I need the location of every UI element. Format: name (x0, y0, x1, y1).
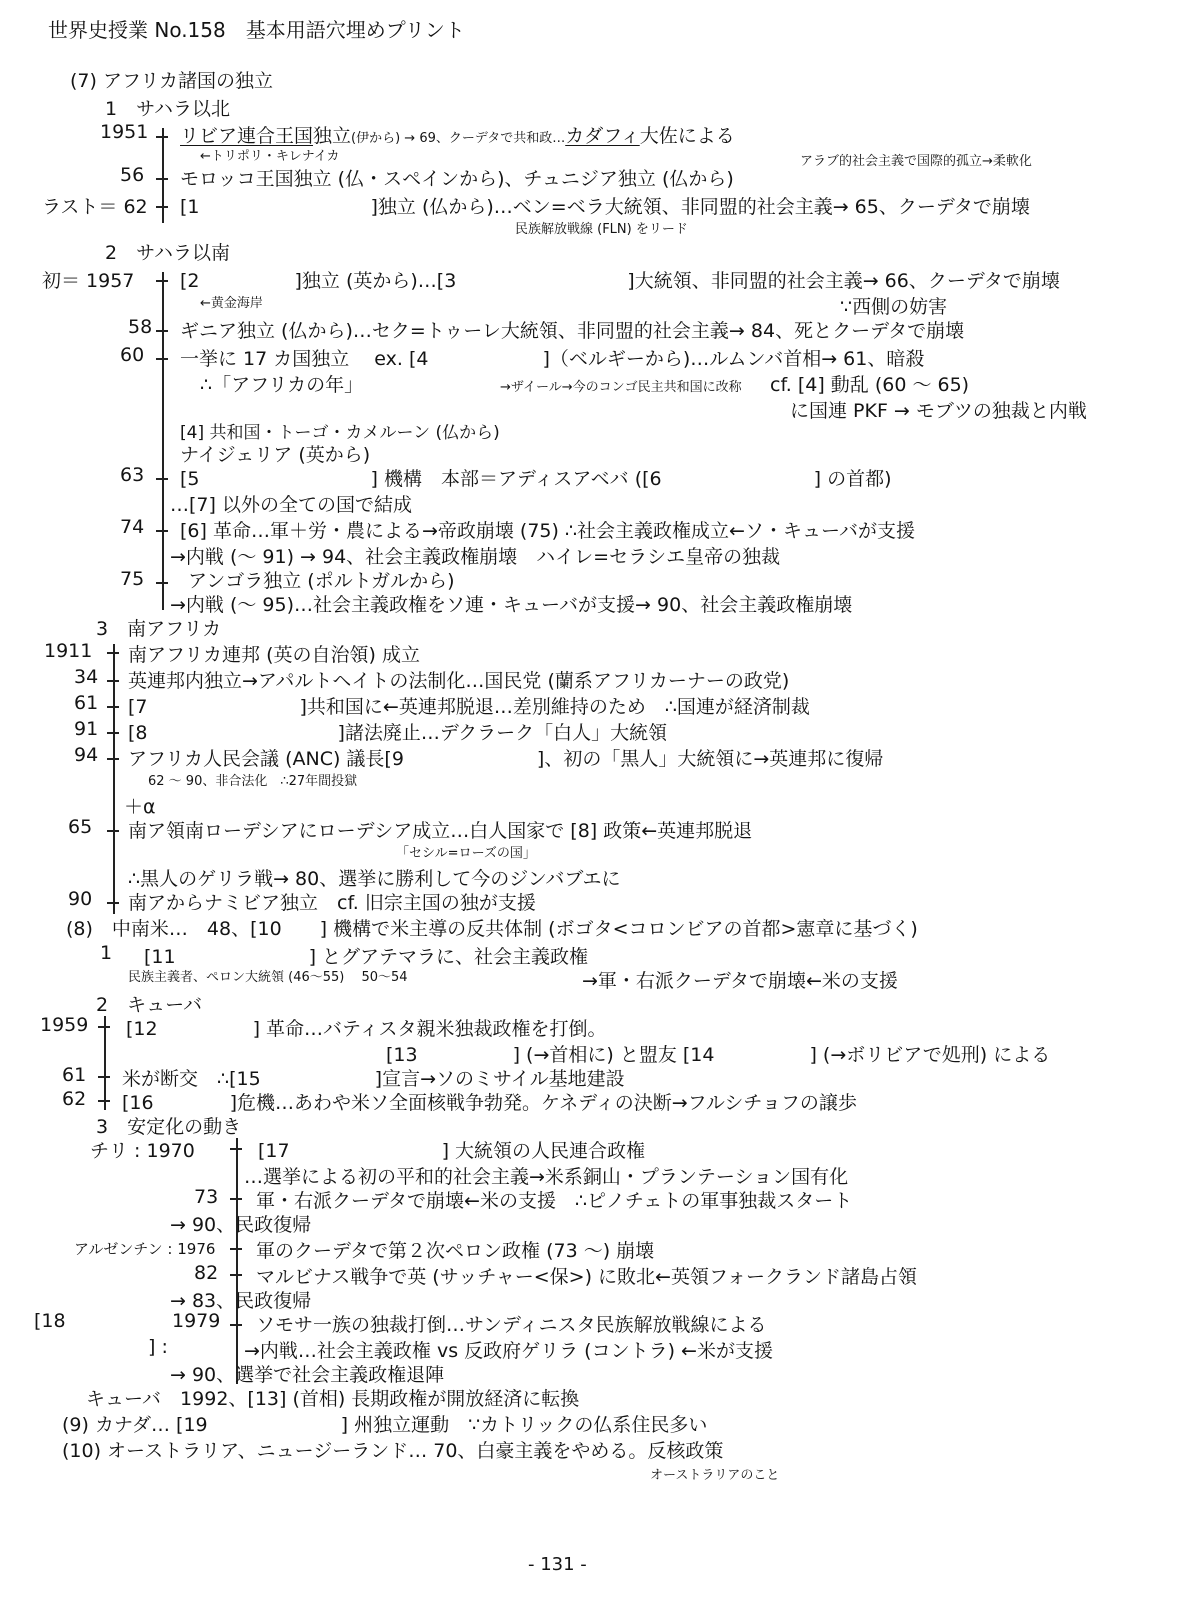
entry-line: マルビナス戦争で英 (サッチャー<保>) に敗北←英領フォークランド諸島占領 (256, 1266, 918, 1288)
handwritten-note: アラブ的社会主義で国際的孤立→柔軟化 (800, 154, 1032, 169)
year-label: 74 (120, 516, 145, 538)
entry-line: に国連 PKF → モブツの独裁と内戦 (790, 400, 1087, 422)
entry-line: 軍・右派クーデタで崩壊←米の支援 ∴ピノチェトの軍事独裁スタート (256, 1190, 853, 1212)
item-number: 1 (100, 942, 113, 964)
handwritten-note: 民族解放戦線 (FLN) をリード (515, 222, 688, 237)
subsection-heading: 2 サハラ以南 (105, 242, 230, 264)
entry-line: cf. [4] 動乱 (60 ～ 65) (770, 374, 970, 396)
year-label: 1951 (100, 121, 149, 143)
page-number: - 131 - (528, 1554, 587, 1575)
section-9-heading: (9) カナダ… [19 ] 州独立運動 ∵カトリックの仏系住民多い (62, 1414, 708, 1436)
entry-line: 英連邦内独立→アパルトヘイトの法制化…国民党 (蘭系アフリカーナーの政党) (128, 670, 790, 692)
entry-line: [16 ]危機…あわや米ソ全面核戦争勃発。ケネディの決断→フルシチョフの譲歩 (122, 1092, 857, 1114)
year-label: 56 (120, 164, 145, 186)
entry-line: [12 ] 革命…バティスタ親米独裁政権を打倒。 (126, 1018, 607, 1040)
year-label: 65 (68, 816, 93, 838)
timeline-line (162, 128, 164, 223)
handwritten-note: 62 ～ 90、非合法化 ∴27年間投獄 (148, 774, 358, 789)
year-label: 94 (74, 744, 99, 766)
blank-label: ] : (148, 1336, 168, 1358)
entry-text: (伊から) → 69、クーデタで共和政… (351, 131, 566, 146)
entry-line: ∵西側の妨害 (840, 296, 948, 318)
entry-line: [2 ]独立 (英から)…[3 ]大統領、非同盟的社会主義→ 66、クーデタで崩壊 (180, 270, 1060, 292)
year-label: 61 (74, 692, 99, 714)
subsection-heading: 3 南アフリカ (96, 618, 222, 640)
entry-line: 軍のクーデタで第２次ペロン政権 (73 ～) 崩壊 (256, 1240, 655, 1262)
section-10-heading: (10) オーストラリア、ニュージーランド… 70、白豪主義をやめる。反核政策 (62, 1440, 724, 1462)
entry-line: ∴「アフリカの年」 (200, 374, 364, 396)
entry-line: [4] 共和国・トーゴ・カメルーン (仏から) (180, 423, 500, 443)
year-label: 1979 (172, 1310, 221, 1332)
entry-line: [11 ] とグアテマラに、社会主義政権 (144, 946, 589, 968)
handwritten-note: 民族主義者、ペロン大統領 (46～55) 50～54 (128, 970, 408, 985)
year-label: 75 (120, 568, 145, 590)
entry-line: ギニア独立 (仏から)…セク=トゥーレ大統領、非同盟的社会主義→ 84、死とクーデタで崩壊 (180, 320, 965, 342)
entry-line: モロッコ王国独立 (仏・スペインから)、チュニジア独立 (仏から) (180, 168, 734, 190)
entry-line: [17 ] 大統領の人民連合政権 (258, 1140, 646, 1162)
subsection-heading: 3 安定化の動き (96, 1116, 242, 1138)
timeline-line (104, 1016, 106, 1110)
handwritten-note: オーストラリアのこと (650, 1468, 780, 1483)
page-title: 世界史授業 No.158 基本用語穴埋めプリント (48, 18, 465, 42)
underlined-term: リビア連合王国 (180, 125, 314, 147)
entry-line: ∴黒人のゲリラ戦→ 80、選挙に勝利して今のジンバブエに (128, 868, 621, 890)
entry-line: 米が断交 ∴[15 ]宣言→ソのミサイル基地建設 (122, 1068, 625, 1090)
section-7-heading: (7) アフリカ諸国の独立 (70, 70, 274, 92)
handwritten-note: ←トリポリ・キレナイカ (200, 149, 340, 164)
entry-line: [7 ]共和国に←英連邦脱退…差別維持のため ∴国連が経済制裁 (128, 696, 810, 718)
entry-line: 南ア領南ローデシアにローデシア成立…白人国家で [8] 政策←英連邦脱退 (128, 820, 753, 842)
handwritten-note: ←黄金海岸 (200, 296, 263, 311)
year-label: 63 (120, 464, 145, 486)
entry-line: [8 ]諸法廃止…デクラーク「白人」大統領 (128, 722, 668, 744)
year-label: 82 (194, 1262, 219, 1284)
entry-line: 南アフリカ連邦 (英の自治領) 成立 (128, 644, 420, 666)
entry-line: →内戦 (～ 91) → 94、社会主義政権崩壊 ハイレ=セラシエ皇帝の独裁 (170, 546, 781, 568)
subsection-heading: 1 サハラ以北 (105, 98, 230, 120)
timeline-line (236, 1138, 238, 1384)
subsection-heading: 2 キューバ (96, 994, 203, 1016)
year-label: 90 (68, 888, 93, 910)
year-label: 60 (120, 344, 145, 366)
year-label: 1911 (44, 640, 93, 662)
year-label: 58 (128, 316, 153, 338)
entry-line: [13 ] (→首相に) と盟友 [14 ] (→ボリビアで処刑) による (386, 1044, 1051, 1066)
year-label: 初＝ 1957 (42, 270, 135, 292)
year-label: 91 (74, 718, 99, 740)
entry-line: キューバ 1992、[13] (首相) 長期政権が開放経済に転換 (86, 1388, 580, 1410)
entry-line: ソモサ一族の独裁打倒…サンディニスタ民族解放戦線による (256, 1314, 767, 1336)
entry-line: [1 ]独立 (仏から)…ベン=ベラ大統領、非同盟的社会主義→ 65、クーデタで崩壊 (180, 196, 1030, 218)
year-label: ラスト＝ 62 (42, 196, 148, 218)
entry-line: アンゴラ独立 (ポルトガルから) (188, 570, 455, 592)
year-label: 1959 (40, 1014, 89, 1036)
year-label: 34 (74, 666, 99, 688)
year-label: 61 (62, 1064, 87, 1086)
timeline-line (162, 272, 164, 610)
section-8-heading: (8) 中南米… 48、[10 ] 機構で米主導の反共体制 (ボゴタ<コロンビアの首都>憲章に基づく) (66, 918, 918, 940)
year-label: 62 (62, 1088, 87, 1110)
year-label: 73 (194, 1186, 219, 1208)
entry-line: → 83、民政復帰 (170, 1290, 312, 1312)
handwritten-note: →ザイール→今のコンゴ民主共和国に改称 (500, 380, 742, 395)
entry-line: →軍・右派クーデタで崩壊←米の支援 (582, 970, 898, 992)
entry-line: ＋α (124, 796, 156, 818)
entry-line: …[7] 以外の全ての国で結成 (170, 494, 412, 516)
country-label: アルゼンチン : 1976 (74, 1240, 216, 1258)
entry-line: アフリカ人民会議 (ANC) 議長[9 ]、初の「黒人」大統領に→英連邦に復帰 (128, 748, 884, 770)
entry-text: 大佐による (639, 125, 735, 147)
entry-line: [6] 革命…軍＋労・農による→帝政崩壊 (75) ∴社会主義政権成立←ソ・キューバが支援 (180, 520, 916, 542)
country-label: チリ : 1970 (90, 1140, 195, 1162)
entry-line: ナイジェリア (英から) (180, 444, 371, 466)
timeline-line (113, 644, 115, 914)
entry-line: 南アからナミビア独立 cf. 旧宗主国の独が支援 (128, 892, 536, 914)
entry-line: →内戦…社会主義政権 vs 反政府ゲリラ (コントラ) ←米が支援 (244, 1340, 773, 1362)
entry-line: → 90、選挙で社会主義政権退陣 (170, 1364, 445, 1386)
entry-text: 独立 (313, 125, 352, 147)
entry-line: …選挙による初の平和的社会主義→米系銅山・プランテーション国有化 (244, 1166, 849, 1188)
handwritten-note: 「セシル=ローズの国」 (396, 846, 536, 861)
underlined-term: カダフィ (565, 125, 640, 147)
entry-line: →内戦 (～ 95)…社会主義政権をソ連・キューバが支援→ 90、社会主義政権崩壊 (170, 594, 853, 616)
entry-line: → 90、民政復帰 (170, 1214, 312, 1236)
entry-line: [5 ] 機構 本部＝アディスアベバ ([6 ] の首都) (180, 468, 892, 490)
blank-label: [18 (34, 1310, 66, 1332)
entry-line (180, 121, 735, 148)
entry-line: 一挙に 17 カ国独立 ex. [4 ]（ベルギーから)…ルムンバ首相→ 61、暗殺 (180, 348, 925, 370)
